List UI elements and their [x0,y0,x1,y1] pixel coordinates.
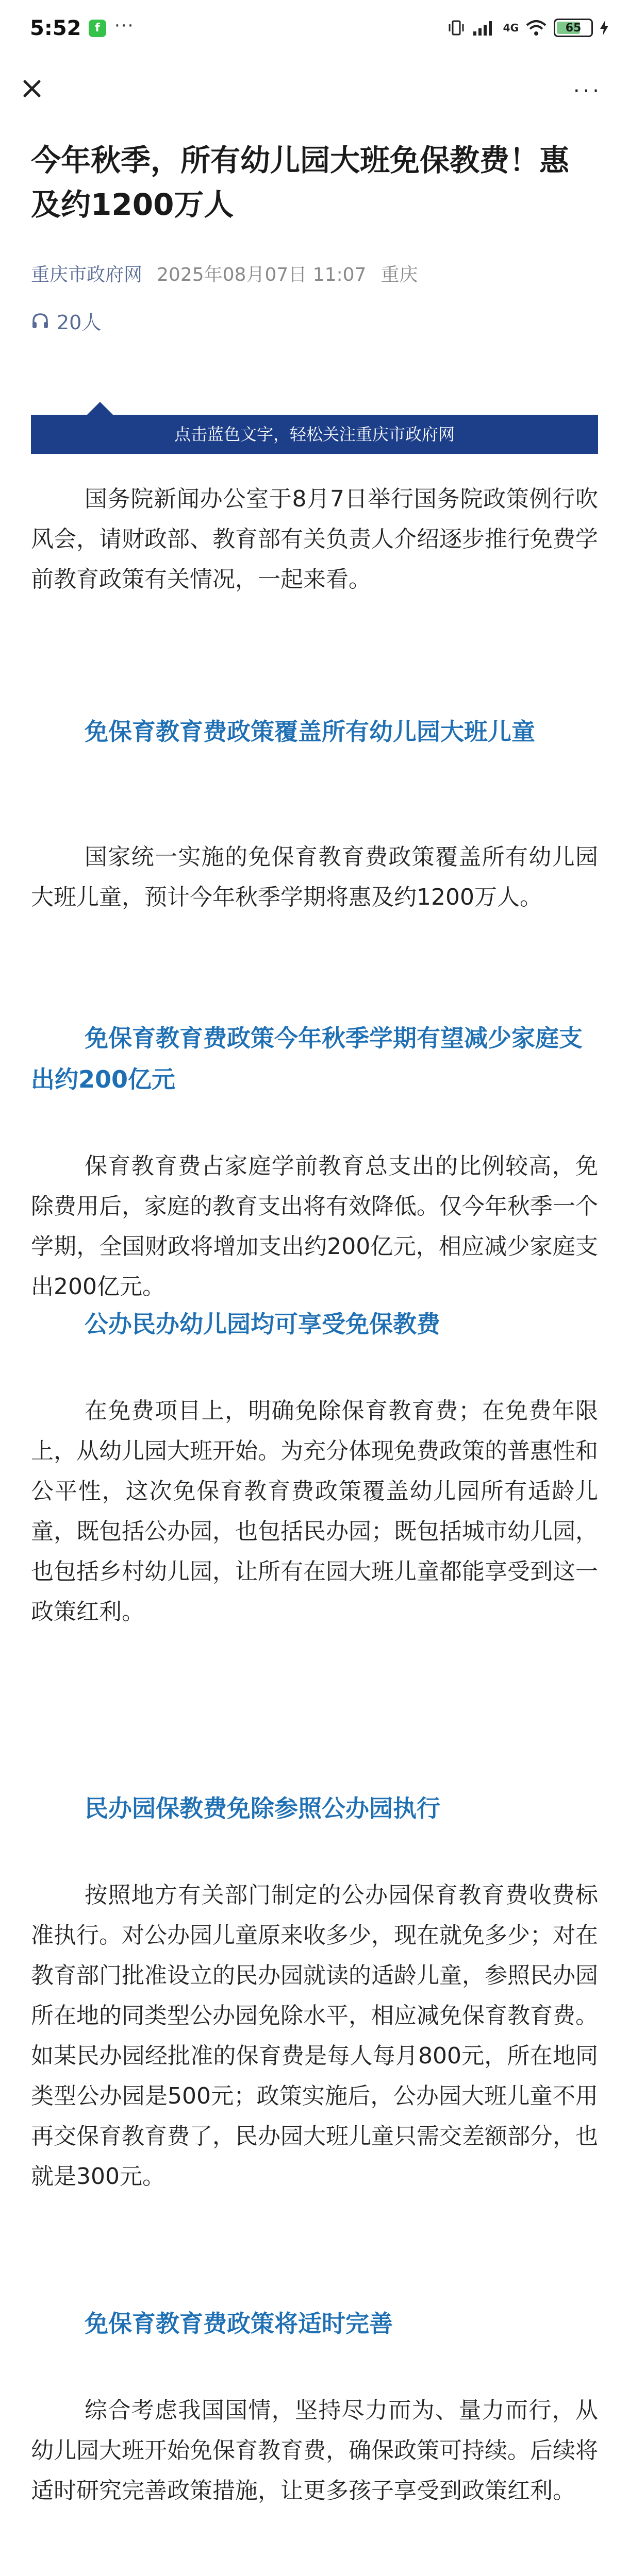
listen-count: 20人 [57,311,102,334]
charging-icon [600,20,608,36]
section-heading-1: 免保育教育费政策覆盖所有幼儿园大班儿童 [85,718,535,745]
listen-button[interactable] [31,307,101,335]
section-heading-4: 民办园保教费免除参照公办园执行 [85,1794,440,1822]
more-notifications-icon: ··· [114,15,135,36]
network-type: 4G [503,22,519,34]
paragraph-intro: 国务院新闻办公室于8月7日举行国务院政策例行吹风会，请财政部、教育部有关负责人介绍逐步推行免费学前教育政策有关情况，一起来看。 [31,486,598,592]
section-heading-3: 公办民办幼儿园均可享受免保教费 [85,1310,440,1338]
status-time: 5:52 [30,16,81,40]
vibrate-icon [448,19,465,37]
more-options-icon[interactable]: ··· [573,79,602,103]
top-nav [0,57,629,129]
article-source-link[interactable]: 重庆市政府网 [31,264,143,285]
headphones-icon [31,312,49,330]
battery-icon [554,19,593,37]
section-heading-5: 免保育教育费政策将适时完善 [85,2310,393,2337]
article-datetime: 2025年08月07日 11:07 [157,264,367,285]
status-bar [0,0,629,57]
follow-banner[interactable]: 点击蓝色文字，轻松关注重庆市政府网 [31,415,598,454]
close-icon[interactable] [16,73,47,104]
paragraph-1: 国家统一实施的免保育教育费政策覆盖所有幼儿园大班儿童，预计今年秋季学期将惠及约1200万人。 [31,844,598,910]
article-title: 今年秋季，所有幼儿园大班免保教费！惠及约1200万人 [31,143,570,222]
paragraph-2: 保育教育费占家庭学前教育总支出的比例较高，免除费用后，家庭的教育支出将有效降低。仅今年秋季一个学期，全国财政将增加支出约200亿元，相应减少家庭支出200亿元。 [31,1153,598,1300]
paragraph-4: 按照地方有关部门制定的公办园保育教育费收费标准执行。对公办园儿童原来收多少，现在就免多少；对在教育部门批准设立的民办园就读的适龄儿童，参照民办园所在地的同类型公办园免除水平，相应减免保育教育费。如某民办园经批准的保育费是每人每月800元，所在地同类型公办园是500元；政策实施后，公办园大班儿童不用再交保育教育费了，民办园大班儿童只需交差额部分，也就是300元。 [31,1882,598,2190]
status-icons [448,18,608,38]
app-notification-icon: f [89,20,106,37]
paragraph-3: 在免费项目上，明确免除保育教育费；在免费年限上，从幼儿园大班开始。为充分体现免费政策的普惠性和公平性，这次免保育教育费政策覆盖幼儿园所有适龄儿童，既包括公办园，也包括民办园；既包括城市幼儿园，也包括乡村幼儿园，让所有在园大班儿童都能享受到这一政策红利。 [31,1398,598,1625]
article-meta [31,260,418,286]
battery-level: 65 [565,21,582,35]
article-location: 重庆 [380,264,418,285]
signal-icon [472,19,496,37]
wifi-icon [526,19,547,37]
banner-pointer [87,402,113,415]
paragraph-5: 综合考虑我国国情，坚持尽力而为、量力而行，从幼儿园大班开始免保育教育费，确保政策可持续。后续将适时研究完善政策措施，让更多孩子享受到政策红利。 [31,2397,598,2504]
section-heading-2: 免保育教育费政策今年秋季学期有望减少家庭支出约200亿元 [31,1024,583,1093]
